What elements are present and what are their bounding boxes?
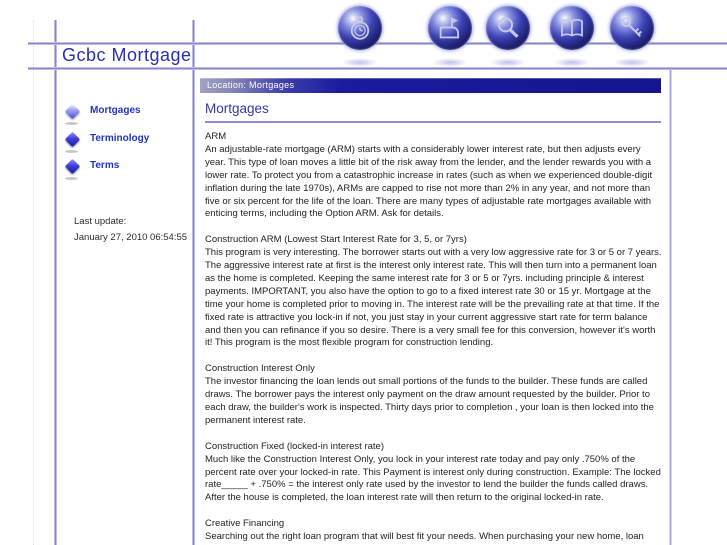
bullet-shadow (65, 177, 78, 180)
sidebar-item-mortgages[interactable] (60, 103, 190, 127)
bullet-shadow (65, 122, 78, 125)
watch-icon[interactable] (338, 6, 382, 50)
diamond-bullet-icon (65, 159, 81, 175)
section-body: Searching out the right loan program that will best fit your needs. When purchasing your new home, loan (205, 531, 644, 543)
bullet-shadow (65, 150, 78, 153)
section-title: ARM (205, 131, 227, 142)
section-body: The investor financing the loan lends out small portions of the funds to the builder. These funds are called draws. The borrower pays the interest only payment on the draw amount requested by the builder. Prior to each draw, the builder's work is inspected. Thirty days prior to completion , your loan is then locked into the permanent interest rate. (205, 376, 654, 426)
last-update-label: Last update: (74, 216, 127, 227)
location-bar (200, 78, 661, 93)
page-title: Mortgages (205, 101, 269, 116)
sphere-shadow (342, 58, 378, 67)
section-creative-financing (205, 518, 663, 544)
sphere-shadow (614, 58, 650, 67)
key-icon[interactable] (610, 6, 654, 50)
sphere-shadow (432, 58, 468, 67)
site-title: Gcbc Mortgage (62, 45, 192, 65)
last-update-value: January 27, 2010 06:54:55 (74, 231, 188, 243)
panel-right-rule (669, 68, 672, 545)
sphere-shadow (490, 58, 526, 67)
section-title: Creative Financing (205, 518, 285, 530)
section-body: This program is very interesting. The borrower starts out with a very low aggressive rate for 3 or 5 or 7 years. The aggressive interest rate at first is the interest only interest rate. This will then turn into a permanent loan as the home is completed. Keeping the same interest rate for 3 or 5 or 7yrs. including principle & interest payments. IMPORTANT, you also have the option to go to a fixed interest rate 30 or 15 yr. Mortgage at the time your home is completed prior to moving in. The interest rate will be the prevailing rate at that time. If the fixed rate is attractive you lock-in if not, you just stay in your current aggressive start rate for term balance and then you can refinance if you so desire. There is a very small fee for this conversion, however it's worth it! This program is the most flexible program for construction lending. (205, 247, 662, 349)
sidebar-item-terminology[interactable] (60, 131, 190, 155)
left-dotted-rule (33, 20, 34, 545)
section-body: An adjustable-rate mortgage (ARM) starts with a considerably lower interest rate, but then adjusts every year. This type of loan moves a little bit of the risk away from the lender, and the lender rewards you with a lower rate. To protect you from a catastrophic increase in rates (such as when we experienced double-digit inflation during the late 1970s), ARMs are capped to rise not more than 2% in any year, and not more than five or six percent for the life of the loan. There are many types of adjustable rate mortgages available with enticing terms, including the Option ARM. Ask for details. (205, 143, 653, 220)
diamond-bullet-icon (65, 104, 81, 120)
magnifier-icon[interactable] (486, 6, 530, 50)
panel-left-rule (192, 20, 195, 545)
section-title: Construction Interest Only (205, 363, 315, 375)
section-title: Construction Fixed (locked-in interest rate) (205, 440, 384, 452)
section-arm (205, 131, 663, 221)
mailbox-icon[interactable] (428, 6, 472, 50)
sidebar-item-terms[interactable] (60, 158, 190, 182)
sidebar-left-rule (54, 20, 57, 545)
section-body: Much like the Construction Interest Only, you lock in your interest rate today and pay only .750% of the percent rate over your locked-in rate. This Payment is interest only during construction. Example: The locked rate_____ + .750% = the interest only rate used by the investor to lend the builder the funds called draws. After the house is completed, the loan interest rate will then return to the original locked-in rate. (205, 453, 661, 504)
header-rule-bottom (28, 67, 727, 70)
sidebar-item-label: Terms (90, 160, 120, 171)
section-title: Construction ARM (Lowest Start Interest Rate for 3, 5, or 7yrs) (205, 234, 467, 246)
section-construction-arm (205, 234, 663, 350)
sidebar-item-label: Mortgages (90, 105, 141, 116)
content-panel (205, 131, 663, 545)
diamond-bullet-icon (65, 132, 81, 148)
sidebar-item-label: Terminology (90, 133, 150, 144)
title-underline (205, 121, 661, 123)
location-text: Location: Mortgages (207, 80, 295, 90)
sphere-shadow (554, 58, 590, 67)
section-construction-fixed (205, 441, 663, 506)
last-update (74, 214, 187, 245)
section-construction-interest-only (205, 363, 663, 428)
book-icon[interactable] (550, 6, 594, 50)
